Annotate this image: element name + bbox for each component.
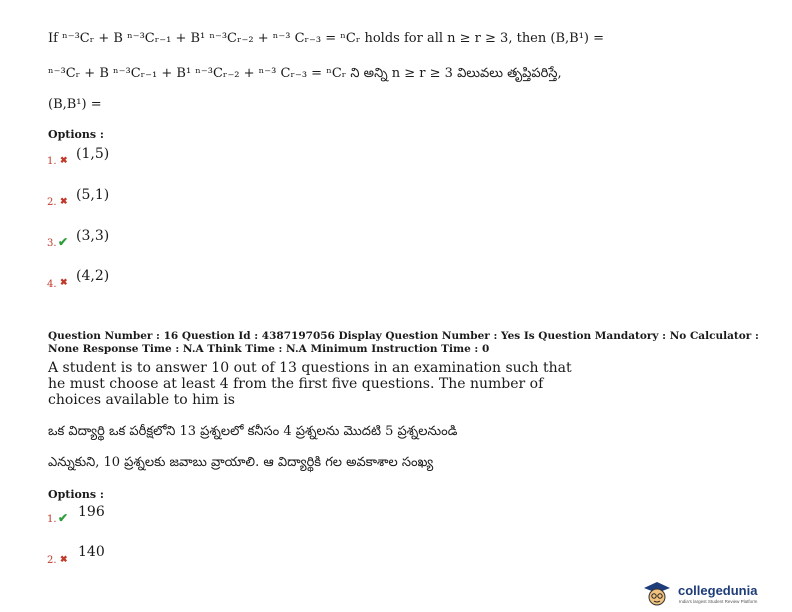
q16-statement-english: A student is to answer 10 out of 13 questions in an examination such that he must choose at least 4 from the first five questions. The number of choices available to him is [48, 360, 572, 408]
mascot-icon [640, 580, 674, 608]
q15-options-label: Options : [48, 128, 104, 141]
q15-statement-tail: (B,B¹) = [48, 97, 102, 112]
q16-statement-telugu-line2: ఎన్నుకుని, 10 ప్రశ్నలకు జవాబు వ్రాయాలి. ఆ విద్యార్థికి గల అవకాశాల సంఖ్య [48, 455, 434, 470]
option-number: 2. [47, 555, 57, 566]
option-value: 196 [78, 504, 105, 520]
wrong-icon: ✖ [60, 278, 68, 288]
q15-statement-telugu: ⁿ⁻³Cᵣ + B ⁿ⁻³Cᵣ₋₁ + B¹ ⁿ⁻³Cᵣ₋₂ + ⁿ⁻³ Cᵣ₋₃ = ⁿCᵣ ని అన్ని n ≥ r ≥ 3 విలువలు తృప్తిపరిస్తే, [48, 66, 562, 81]
q16-statement-telugu-line1: ఒక విద్యార్థి ఒక పరీక్షలోని 13 ప్రశ్నలలో కనీసం 4 ప్రశ్నలను మొదటి 5 ప్రశ్నలనుండి [48, 424, 458, 439]
wrong-icon: ✖ [60, 156, 68, 166]
option-value: (4,2) [76, 268, 110, 284]
q16-meta-info: Question Number : 16 Question Id : 4387197056 Display Question Number : Yes Is Question Mandatory : No Calculator : None Response Time : N.A Think Time : N.A Minimum Instruction Time : 0 [48, 330, 759, 355]
q16-options-label: Options : [48, 488, 104, 501]
option-number: 3. [47, 238, 57, 249]
option-value: 140 [78, 544, 105, 560]
q15-statement-english: If ⁿ⁻³Cᵣ + B ⁿ⁻³Cᵣ₋₁ + B¹ ⁿ⁻³Cᵣ₋₂ + ⁿ⁻³ Cᵣ₋₃ = ⁿCᵣ holds for all n ≥ r ≥ 3, then (B,B¹) = [48, 31, 605, 46]
logo-tagline: India's largest Student Review Platform [679, 599, 758, 604]
option-number: 1. [47, 514, 57, 525]
correct-check-icon: ✔ [58, 235, 69, 249]
logo-wordmark: collegedunia [678, 583, 758, 598]
option-value: (1,5) [76, 146, 110, 162]
option-number: 4. [47, 279, 57, 290]
wrong-icon: ✖ [60, 555, 68, 565]
option-value: (5,1) [76, 187, 110, 203]
option-value: (3,3) [76, 228, 110, 244]
option-number: 1. [47, 156, 57, 167]
wrong-icon: ✖ [60, 197, 68, 207]
correct-check-icon: ✔ [58, 511, 69, 525]
option-number: 2. [47, 197, 57, 208]
